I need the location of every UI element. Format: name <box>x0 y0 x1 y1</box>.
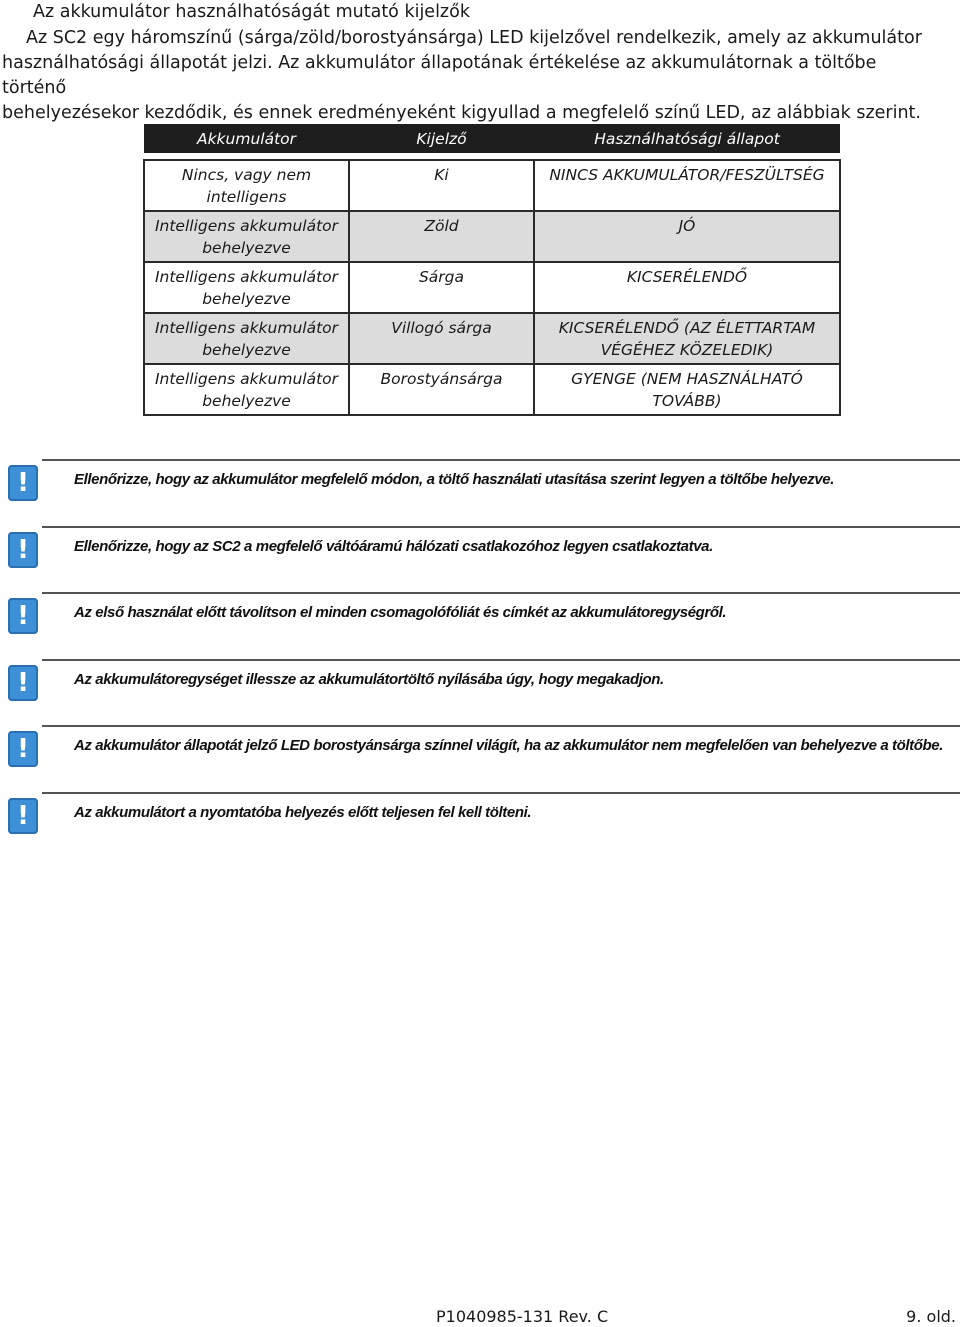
cell-status: GYENGE (NEM HASZNÁLHATÓ TOVÁBB) <box>534 364 840 415</box>
divider <box>42 659 960 661</box>
battery-status-table <box>143 124 841 416</box>
notice-5 <box>8 725 960 791</box>
document-number: P1040985-131 Rev. C <box>436 1307 609 1326</box>
notice-2 <box>8 526 960 592</box>
warning-icon: ! <box>8 665 38 701</box>
cell-status: JÓ <box>534 211 840 262</box>
table-row <box>144 262 840 313</box>
notice-text: Ellenőrizze, hogy az akkumulátor megfelelő módon, a töltő használati utasítása szerint legyen a töltőbe helyezve. <box>74 471 834 488</box>
cell-display: Ki <box>349 160 534 211</box>
cell-battery: Intelligens akkumulátor behelyezve <box>144 313 349 364</box>
notice-text: Az akkumulátort a nyomtatóba helyezés előtt teljesen fel kell tölteni. <box>74 804 532 821</box>
cell-battery: Intelligens akkumulátor behelyezve <box>144 211 349 262</box>
divider <box>42 725 960 727</box>
intro-paragraph <box>2 26 942 126</box>
warning-icon: ! <box>8 465 38 501</box>
page-number: 9. old. <box>906 1307 956 1326</box>
cell-status: KICSERÉLENDŐ <box>534 262 840 313</box>
warning-icon: ! <box>8 731 38 767</box>
intro-line-2: használhatósági állapotát jelzi. Az akkumulátor állapotának értékelése az akkumulátornak a töltőbe történő <box>2 53 877 98</box>
header-display: Kijelző <box>349 124 534 153</box>
divider <box>42 592 960 594</box>
cell-status: NINCS AKKUMULÁTOR/FESZÜLTSÉG <box>534 160 840 211</box>
divider <box>42 792 960 794</box>
cell-display: Villogó sárga <box>349 313 534 364</box>
notice-text: Ellenőrizze, hogy az SC2 a megfelelő váltóáramú hálózati csatlakozóhoz legyen csatlakoztatva. <box>74 538 713 555</box>
intro-line-3: behelyezésekor kezdődik, és ennek eredményeként kigyullad a megfelelő színű LED, az alábbiak szerint. <box>2 103 921 123</box>
divider <box>42 526 960 528</box>
cell-battery: Intelligens akkumulátor behelyezve <box>144 262 349 313</box>
notice-3 <box>8 592 960 658</box>
notice-text: Az akkumulátor állapotát jelző LED borostyánsárga színnel világít, ha az akkumulátor nem megfelelően van behelyezve a töltőbe. <box>74 737 944 754</box>
notice-4 <box>8 659 960 725</box>
cell-display: Zöld <box>349 211 534 262</box>
warning-icon: ! <box>8 532 38 568</box>
notice-text: Az első használat előtt távolítson el minden csomagolófóliát és címkét az akkumulátoregységről. <box>74 604 727 621</box>
warning-icon: ! <box>8 598 38 634</box>
divider <box>42 459 960 461</box>
cell-status: KICSERÉLENDŐ (AZ ÉLETTARTAM VÉGÉHEZ KÖZELEDIK) <box>534 313 840 364</box>
table-row <box>144 211 840 262</box>
table-row <box>144 160 840 211</box>
table-header-row <box>144 124 840 153</box>
header-battery: Akkumulátor <box>144 124 349 153</box>
table-row <box>144 313 840 364</box>
cell-display: Borostyánsárga <box>349 364 534 415</box>
section-heading: Az akkumulátor használhatóságát mutató kijelzők <box>33 2 470 22</box>
table-row <box>144 364 840 415</box>
notice-6 <box>8 792 960 858</box>
warning-icon: ! <box>8 798 38 834</box>
notice-1 <box>8 459 960 525</box>
notice-text: Az akkumulátoregységet illessze az akkumulátortöltő nyílásába úgy, hogy megakadjon. <box>74 671 664 688</box>
header-status: Használhatósági állapot <box>534 124 840 153</box>
intro-line-1: Az SC2 egy háromszínű (sárga/zöld/borostyánsárga) LED kijelzővel rendelkezik, amely az akkumulátor <box>26 28 922 48</box>
cell-display: Sárga <box>349 262 534 313</box>
cell-battery: Nincs, vagy nem intelligens <box>144 160 349 211</box>
cell-battery: Intelligens akkumulátor behelyezve <box>144 364 349 415</box>
